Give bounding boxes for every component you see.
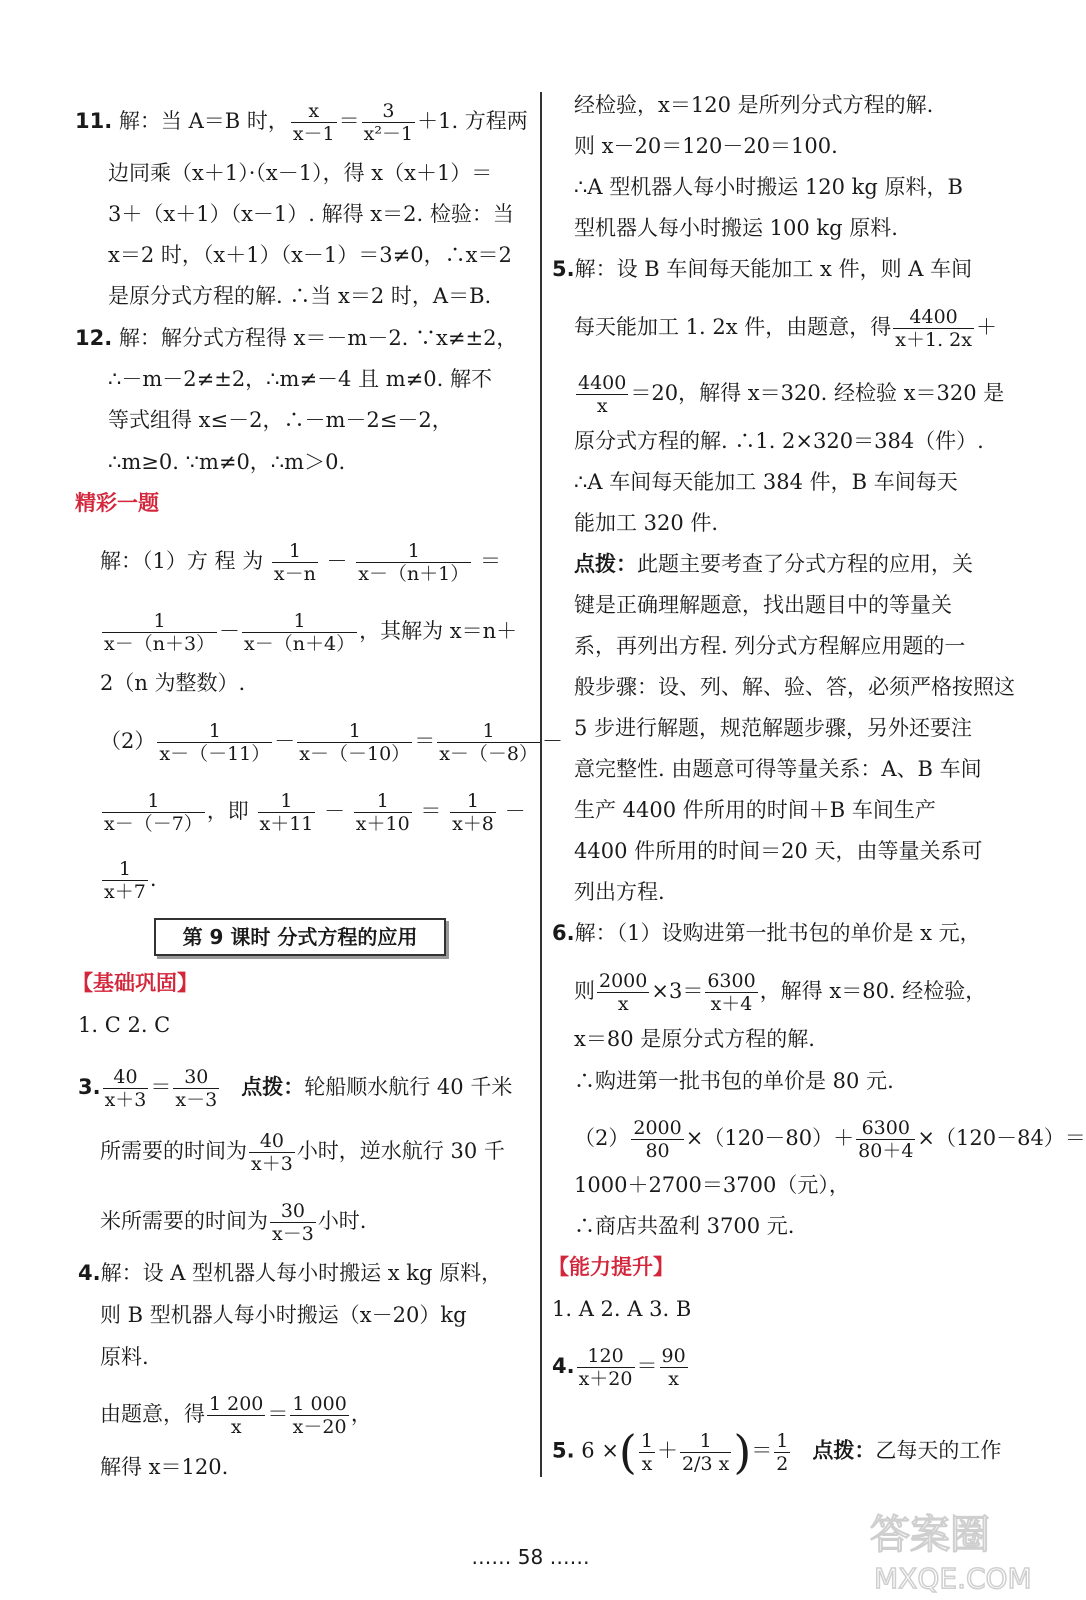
q6-line2: 则 $\frac{2000}{x}$ ×3＝ $\frac{6300}{x+4}$ ，解得 x＝80. 经检验， (574, 970, 987, 1015)
fraction: $\frac{1}{x-n}$ (273, 540, 316, 585)
q5-tip-line3: 系，再列出方程. 列分式方程解应用题的一 (574, 634, 966, 658)
right-paren-icon: ) (733, 1425, 752, 1479)
fraction: $\frac{1 000}{x-20}$ (292, 1393, 347, 1438)
fraction: $\frac{1}{x-(-7)}$ (104, 790, 203, 835)
fraction: $\frac{40}{x+3}$ (251, 1130, 293, 1175)
fraction: $\frac{1}{x+10}$ (355, 790, 410, 835)
left-paren-icon: ( (618, 1425, 637, 1479)
fraction: $\frac{1 200}{x}$ (209, 1393, 264, 1438)
q4-line2: 则 B 型机器人每小时搬运（x－20）kg (100, 1303, 467, 1327)
q5-tip-line9: 列出方程. (574, 880, 665, 904)
q11-line1: 11. 解：当 A＝B 时， $\frac{x}{x-1}$ ＝ $\frac{3}{\text{x²－1}}$ ＋1. 方程两 (75, 100, 528, 145)
fraction: $\frac{2000}{x}$ (599, 970, 648, 1015)
q12-line4: ∴m≥0. ∵m≠0，∴m＞0. (108, 450, 346, 474)
q4c-line1: 经检验，x＝120 是所列分式方程的解. (574, 93, 934, 117)
q12-line1: 12. 解：解分式方程得 x＝－m－2. ∵x≠±2， (75, 326, 518, 350)
fraction: $\frac{90}{x}$ (661, 1345, 686, 1390)
answers-1-3: 1. A 2. A 3. B (552, 1297, 692, 1321)
hl-line4: （2） $\frac{1}{x-(-11)}$ － $\frac{1}{x-(-10)}$ ＝ $\frac{1}{x-(-8)}$ － (100, 720, 563, 765)
q6-line4: ∴购进第一批书包的单价是 80 元. (574, 1069, 894, 1093)
q12-line2: ∴－m－2≠±2，∴m≠－4 且 m≠0. 解不 (108, 367, 492, 391)
q5-line5: ∴A 车间每天能加工 384 件，B 车间每天 (574, 470, 958, 494)
q5-line1: 5.解：设 B 车间每天能加工 x 件，则 A 车间 (552, 257, 973, 281)
q6-line7: ∴商店共盈利 3700 元. (574, 1214, 795, 1238)
q5-line3: $\frac{4400}{x}$ ＝20，解得 x＝320. 经检验 x＝320 是 (578, 372, 1005, 417)
q4c-line2: 则 x－20＝120－20＝100. (574, 134, 838, 158)
fraction: $\frac{40}{x+3}$ (104, 1066, 147, 1111)
q4-line5: 解得 x＝120. (100, 1455, 229, 1479)
r5-line: 5. 6 ×( $\frac{1}{x}$ ＋ $\frac{1}{2/3 x}$ )＝ $\frac{1}{2}$ 点拨：乙每天的工作 (552, 1425, 1002, 1479)
q5-tip-line6: 意完整性. 由题意可得等量关系：A、B 车间 (574, 757, 982, 781)
q5-tip-line1: 点拨：此题主要考查了分式方程的应用，关 (574, 552, 973, 576)
q4-line1: 4.解：设 A 型机器人每小时搬运 x kg 原料， (78, 1261, 503, 1285)
fraction: $\frac{30}{x-3}$ (272, 1200, 314, 1245)
q6-line5: （2） $\frac{2000}{80}$ ×（120－80）＋ $\frac{6300}{80+4}$ ×（120－84）＝ (574, 1117, 1086, 1162)
fraction: $\frac{6300}{x+4}$ (707, 970, 756, 1015)
hl-line3: 2（n 为整数）. (100, 671, 246, 695)
q3-line1: 3. $\frac{40}{x+3}$ ＝ $\frac{30}{x-3}$ 点拨：轮船顺水航行 40 千米 (78, 1066, 513, 1111)
q11-line3: 3＋（x＋1）（x－1）. 解得 x＝2. 检验：当 (108, 202, 514, 226)
column-divider (540, 92, 542, 1477)
hl-line1: 解：（1）方 程 为 $\frac{1}{x-n}$ － $\frac{1}{x-(n+1)}$ ＝ (100, 540, 501, 585)
lesson-title: 第 9 课时 分式方程的应用 (154, 918, 446, 956)
q11-line2: 边同乘（x＋1）·（x－1），得 x（x＋1）＝ (108, 161, 493, 185)
q11-line5: 是原分式方程的解. ∴当 x＝2 时，A＝B. (108, 284, 492, 308)
q4-line4: 由题意，得 $\frac{1 200}{x}$ ＝ $\frac{1 000}{x-20}$ ， (100, 1393, 372, 1438)
svg-text:MXQE.COM: MXQE.COM (874, 1562, 1032, 1595)
fraction: $\frac{1}{2/3 x}$ (681, 1429, 730, 1475)
fraction: $\frac{4400}{x}$ (578, 372, 627, 417)
fraction: $\frac{1}{2}$ (776, 1429, 789, 1475)
page-number: …… 58 …… (471, 1545, 590, 1569)
svg-text:答案圈: 答案圈 (870, 1512, 990, 1558)
fraction: $\frac{4400}{x+1. 2x}$ (895, 306, 972, 351)
fraction: $\frac{1}{x-(n+3)}$ (104, 610, 216, 655)
q5-tip-line7: 生产 4400 件所用的时间＋B 车间生产 (574, 798, 936, 822)
fraction: $\frac{1}{x+11}$ (259, 790, 314, 835)
fraction: $\frac{3}{\text{x²－1}}$ (363, 100, 414, 145)
q6-line3: x＝80 是原分式方程的解. (574, 1027, 815, 1051)
q5-line6: 能加工 320 件. (574, 511, 719, 535)
r4-line: 4. $\frac{120}{x+20}$ ＝ $\frac{90}{x}$ (552, 1345, 686, 1390)
q3-line2: 所需要的时间为 $\frac{40}{x+3}$ 小时，逆水航行 30 千 (100, 1130, 505, 1175)
hl-line6: $\frac{1}{x+7}$ . (104, 858, 157, 903)
fraction: $\frac{x}{x-1}$ (292, 100, 335, 145)
fraction: $\frac{1}{x-(-10)}$ (299, 720, 411, 765)
q5-tip-line8: 4400 件所用的时间＝20 天，由等量关系可 (574, 839, 983, 863)
fraction: $\frac{30}{x-3}$ (175, 1066, 218, 1111)
q3-line3: 米所需要的时间为 $\frac{30}{x-3}$ 小时. (100, 1200, 367, 1245)
ability-section-title: 【能力提升】 (548, 1255, 674, 1279)
q12-line3: 等式组得 x≤－2，∴－m－2≤－2， (108, 408, 453, 432)
fraction: $\frac{120}{x+20}$ (578, 1345, 633, 1390)
fraction: $\frac{1}{x-(-11)}$ (159, 720, 271, 765)
fraction: $\frac{6300}{80+4}$ (858, 1117, 914, 1162)
watermark-logo-icon (860, 1500, 1060, 1595)
q6-line6: 1000＋2700＝3700（元）， (574, 1173, 850, 1197)
q4c-line3: ∴A 型机器人每小时搬运 120 kg 原料，B (574, 175, 963, 199)
fraction: $\frac{1}{x-(n+4)}$ (244, 610, 356, 655)
q11-line4: x＝2 时，（x＋1）（x－1）＝3≠0，∴x＝2 (108, 243, 512, 267)
fraction: $\frac{2000}{80}$ (633, 1117, 682, 1162)
q5-tip-line2: 键是正确理解题意，找出题目中的等量关 (574, 593, 952, 617)
fraction: $\frac{1}{x}$ (640, 1429, 653, 1475)
q5-line2: 每天能加工 1. 2x 件，由题意，得 $\frac{4400}{x+1. 2x}$ ＋ (574, 306, 997, 351)
basic-section-title: 【基础巩固】 (72, 971, 198, 995)
hl-line5: $\frac{1}{x-(-7)}$ ，即 $\frac{1}{x+11}$ － $\frac{1}{x+10}$ ＝ $\frac{1}{x+8}$ － (104, 790, 526, 835)
q5-tip-line5: 5 步进行解题，规范解题步骤，另外还要注 (574, 716, 973, 740)
highlight-title: 精彩一题 (75, 491, 159, 515)
q6-line1: 6.解：（1）设购进第一批书包的单价是 x 元， (552, 921, 981, 945)
fraction: $\frac{1}{x-(n+1)}$ (358, 540, 470, 585)
q4-line3: 原料. (100, 1345, 149, 1369)
q5-tip-line4: 般步骤：设、列、解、验、答，必须严格按照这 (574, 675, 1015, 699)
q4c-line4: 型机器人每小时搬运 100 kg 原料. (574, 216, 898, 240)
q5-line4: 原分式方程的解. ∴1. 2×320＝384（件）. (574, 429, 984, 453)
fraction: $\frac{1}{x+8}$ (452, 790, 494, 835)
fraction: $\frac{1}{x-(-8)}$ (439, 720, 538, 765)
fraction: $\frac{1}{x+7}$ (104, 858, 146, 903)
hl-line2: $\frac{1}{x-(n+3)}$ － $\frac{1}{x-(n+4)}$ ，其解为 x＝n＋ (104, 610, 518, 655)
answers-1-2: 1. C 2. C (78, 1013, 171, 1037)
